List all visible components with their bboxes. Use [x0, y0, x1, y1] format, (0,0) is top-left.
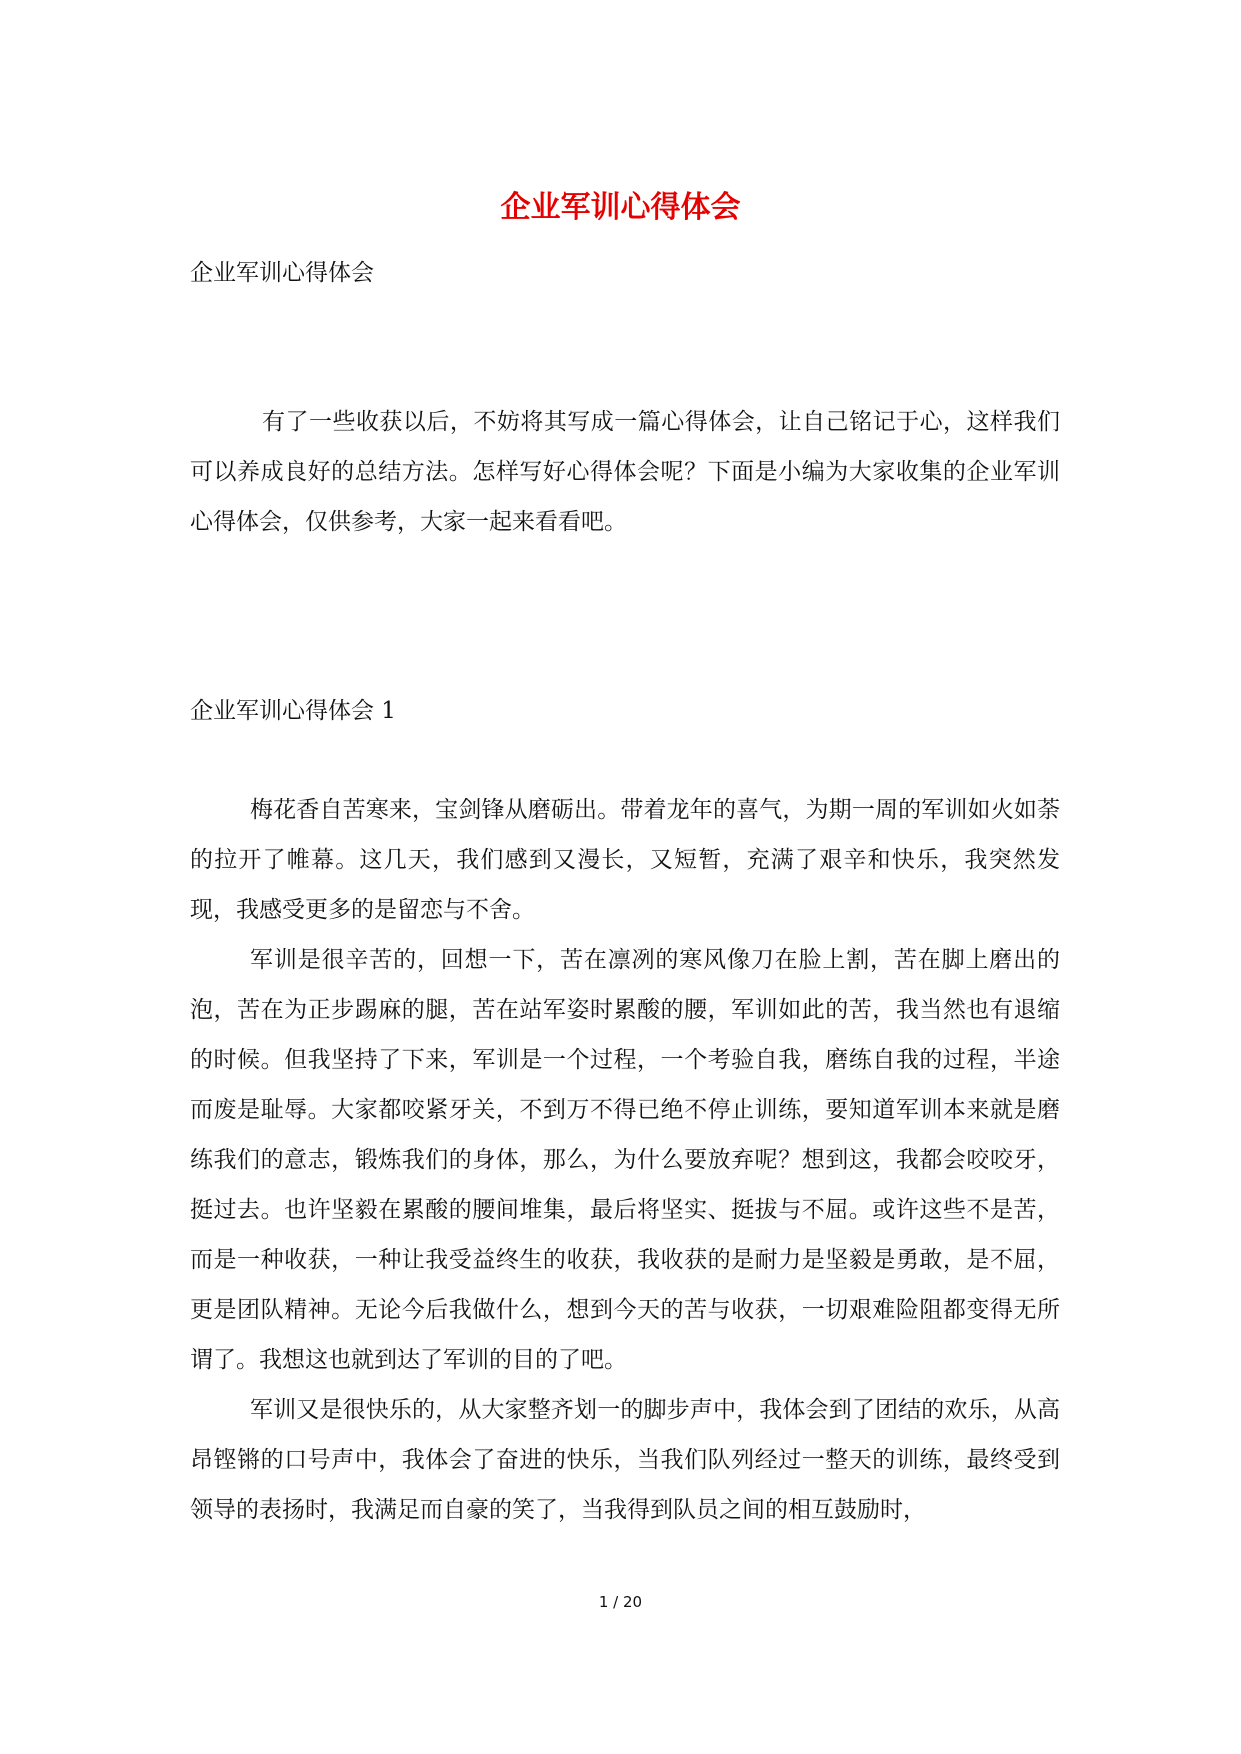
page-number: 1 / 20: [598, 1593, 643, 1611]
body-text: [190, 785, 1060, 1535]
document-title: 企业军训心得体会: [500, 190, 741, 225]
section-heading: 企业军训心得体会 1: [190, 698, 396, 724]
document-subtitle: 企业军训心得体会: [190, 260, 374, 286]
body-paragraph-1: 梅花香自苦寒来，宝剑锋从磨砺出。带着龙年的喜气，为期一周的军训如火如荼的拉开了帷幕。这几天，我们感到又漫长，又短暂，充满了艰辛和快乐，我突然发现，我感受更多的是留恋与不舍。: [190, 797, 1060, 923]
body-paragraph-3: 军训又是很快乐的，从大家整齐划一的脚步声中，我体会到了团结的欢乐，从高昂铿锵的口号声中，我体会了奋进的快乐，当我们队列经过一整天的训练，最终受到领导的表扬时，我满足而自豪的笑了，当我得到队员之间的相互鼓励时，: [190, 1397, 1060, 1523]
body-paragraph-2: 军训是很辛苦的，回想一下，苦在凛冽的寒风像刀在脸上割，苦在脚上磨出的泡，苦在为正步踢麻的腿，苦在站军姿时累酸的腰，军训如此的苦，我当然也有退缩的时候。但我坚持了下来，军训是一个过程，一个考验自我，磨练自我的过程，半途而废是耻辱。大家都咬紧牙关，不到万不得已绝不停止训练，要知道军训本来就是磨练我们的意志，锻炼我们的身体，那么，为什么要放弃呢？想到这，我都会咬咬牙，挺过去。也许坚毅在累酸的腰间堆集，最后将坚实、挺拔与不屈。或许这些不是苦，而是一种收获，一种让我受益终生的收获，我收获的是耐力是坚毅是勇敢，是不屈，更是团队精神。无论今后我做什么，想到今天的苦与收获，一切艰难险阻都变得无所谓了。我想这也就到达了军训的目的了吧。: [190, 947, 1060, 1373]
intro-paragraph: 有了一些收获以后，不妨将其写成一篇心得体会，让自己铭记于心，这样我们可以养成良好的总结方法。怎样写好心得体会呢？下面是小编为大家收集的企业军训心得体会，仅供参考，大家一起来看看吧。: [190, 409, 1060, 535]
